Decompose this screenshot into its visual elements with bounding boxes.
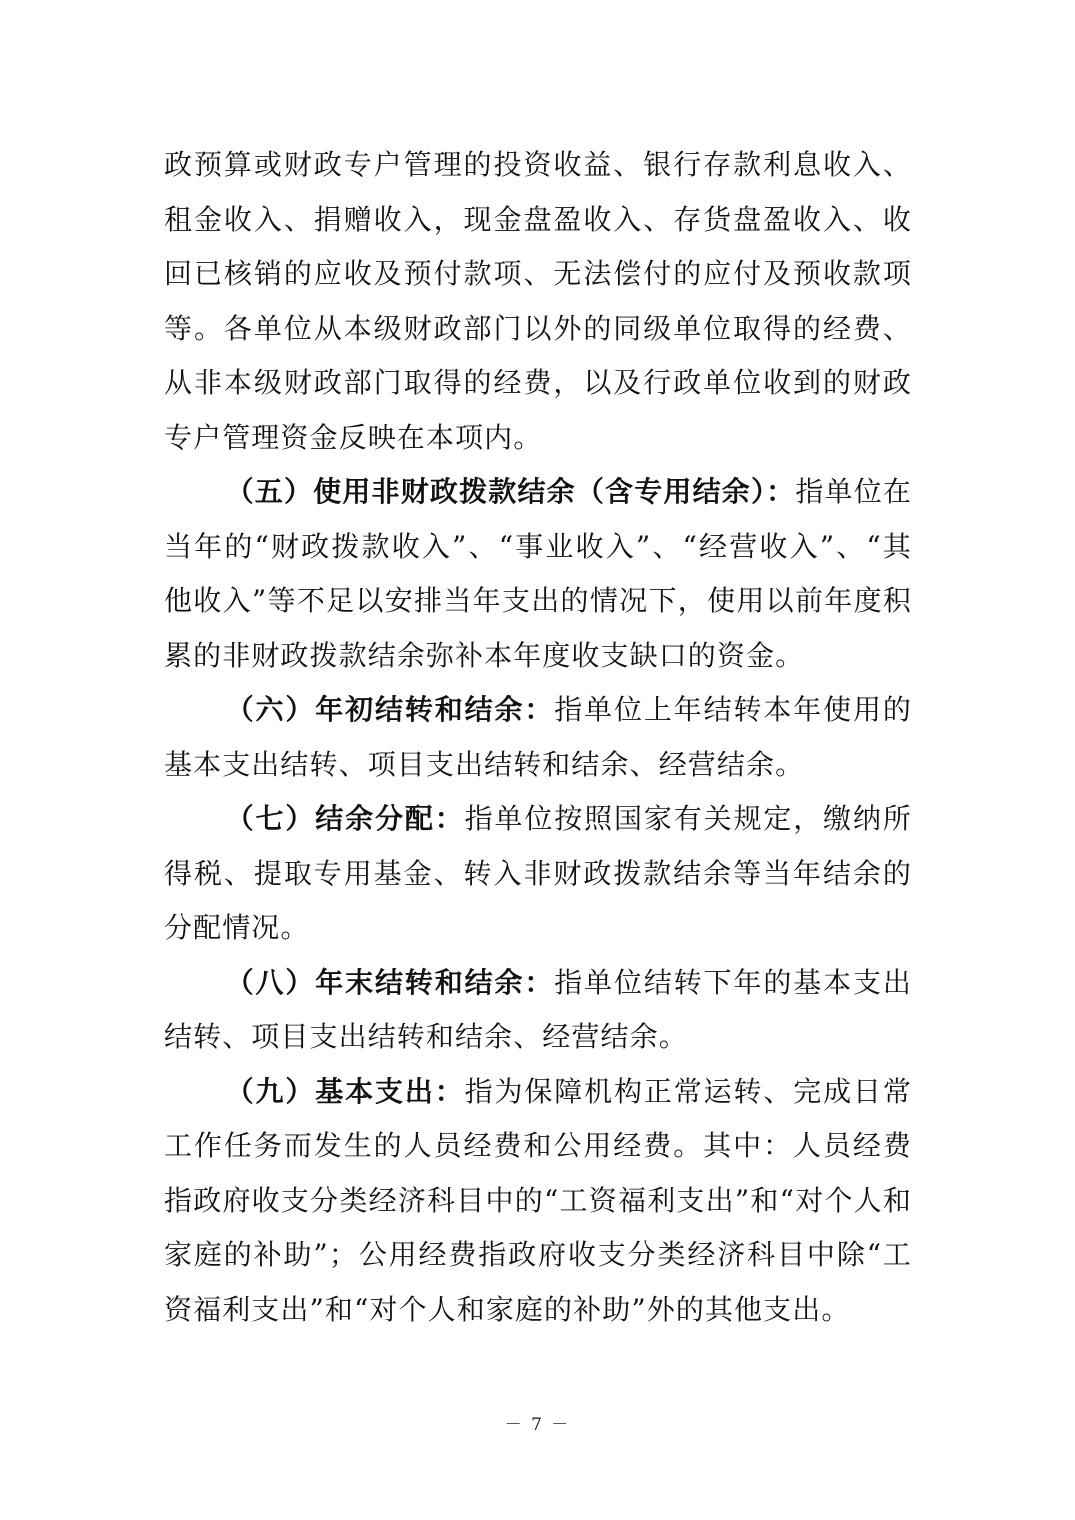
paragraph-item-7 [164,792,912,956]
paragraph-item-8 [164,956,912,1065]
paragraph-continuation [164,138,912,465]
paragraph-item-9 [164,1065,912,1338]
paragraph-heading: （六）年初结转和结余： [225,693,555,726]
document-body [164,138,912,1337]
paragraph-heading: （九）基本支出： [225,1074,465,1108]
paragraph-text: 政预算或财政专户管理的投资收益、银行存款利息收入、租金收入、捐赠收入，现金盘盈收入、存货盘盈收入、收回已核销的应收及预付款项、无法偿付的应付及预收款项等。各单位从本级财政部门以外的同级单位取得的经费、从非本级财政部门取得的经费，以及行政单位收到的财政专户管理资金反映在本项内。 [164,148,912,454]
page-number: － 7 － [504,1415,571,1435]
paragraph-heading: （五）使用非财政拨款结余（含专用结余）： [225,475,796,508]
paragraph-text: 指单位上年结转本年使用的基本支出结转、项目支出结转和结余、经营结余。 [164,693,912,781]
paragraph-text: 指单位结转下年的基本支出结转、项目支出结转和结余、经营结余。 [164,965,912,1053]
paragraph-text: 指为保障机构正常运转、完成日常工作任务而发生的人员经费和公用经费。其中：人员经费指政府收支分类经济科目中的“工资福利支出”和“对个人和家庭的补助”；公用经费指政府收支分类经济科目中除“工资福利支出”和“对个人和家庭的补助”外的其他支出。 [164,1074,912,1326]
paragraph-heading: （七）结余分配： [225,802,465,835]
paragraph-heading: （八）年末结转和结余： [225,965,555,999]
paragraph-item-6 [164,683,912,792]
paragraph-text: 指单位按照国家有关规定，缴纳所得税、提取专用基金、转入非财政拨款结余等当年结余的分配情况。 [164,802,912,944]
paragraph-item-5 [164,465,912,683]
paragraph-text: 指单位在当年的“财政拨款收入”、“事业收入”、“经营收入”、“其他收入”等不足以安排当年支出的情况下，使用以前年度积累的非财政拨款结余弥补本年度收支缺口的资金。 [164,475,912,672]
